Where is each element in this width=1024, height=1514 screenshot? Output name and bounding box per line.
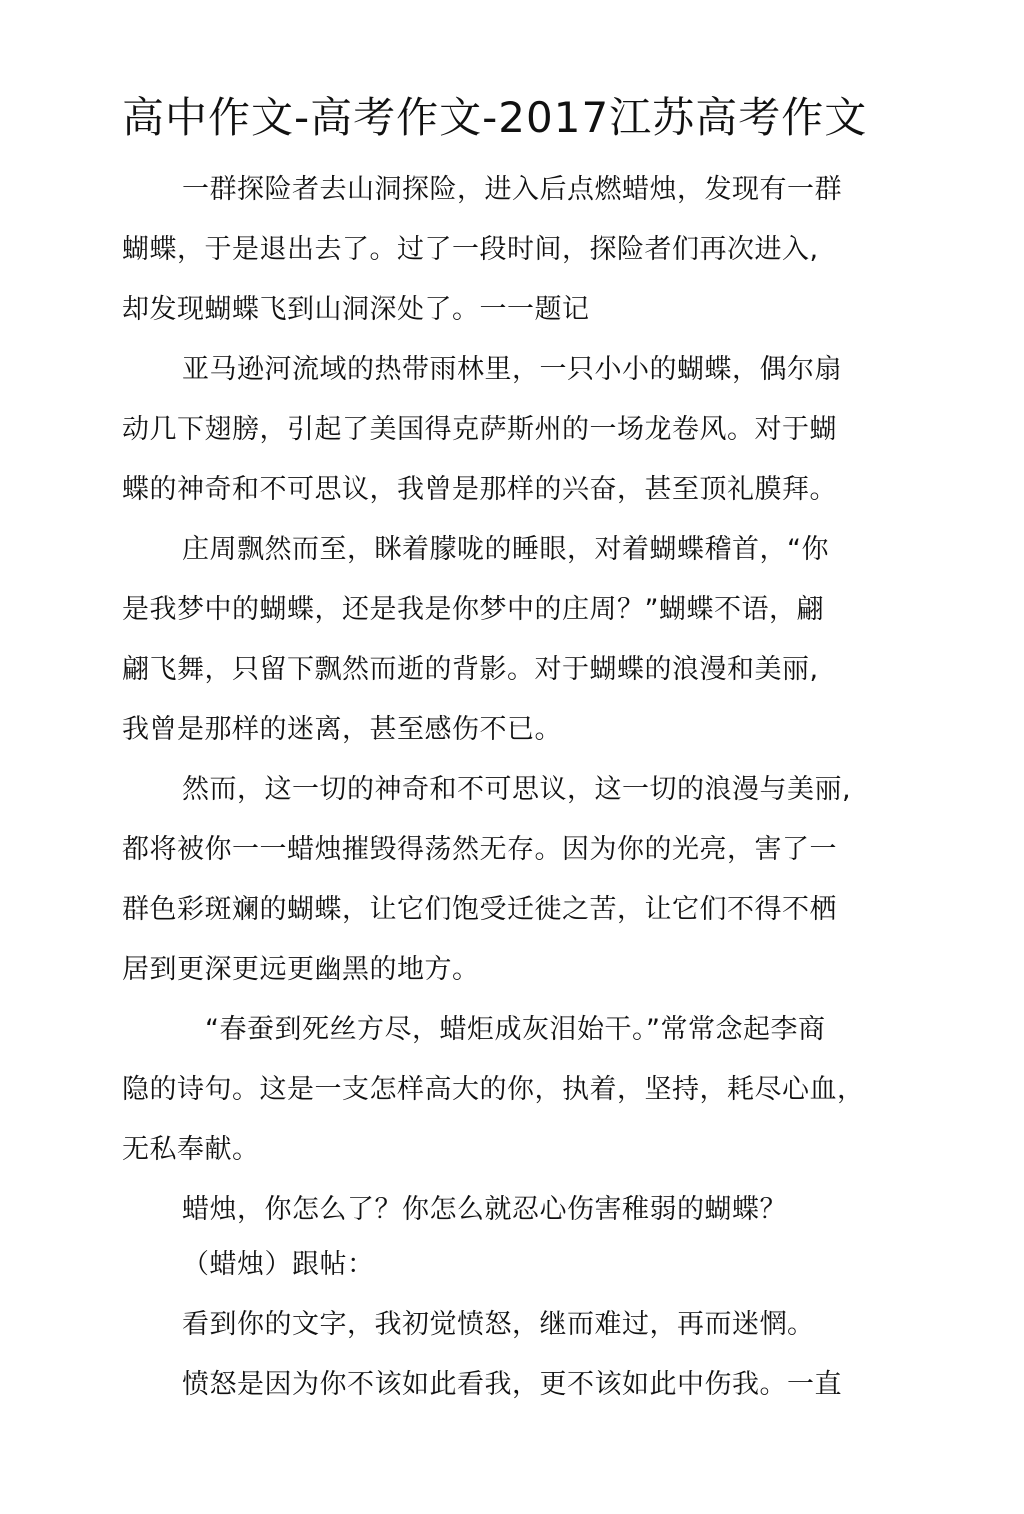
paragraph-line: 却发现蝴蝶飞到山洞深处了。一一题记 bbox=[122, 294, 590, 325]
paragraph-line: 群色彩斑斓的蝴蝶，让它们饱受迁徙之苦，让它们不得不栖 bbox=[122, 894, 837, 925]
paragraph-line: （蜡烛）跟帖： bbox=[182, 1249, 375, 1280]
paragraph-line: 居到更深更远更幽黑的地方。 bbox=[122, 954, 480, 985]
paragraph-line: 都将被你一一蜡烛摧毁得荡然无存。因为你的光亮，害了一 bbox=[122, 834, 837, 865]
paragraph-line: 无私奉献。 bbox=[122, 1134, 260, 1165]
paragraph-line: 然而，这一切的神奇和不可思议，这一切的浪漫与美丽, bbox=[182, 774, 852, 805]
paragraph-line: 动几下翅膀，引起了美国得克萨斯州的一场龙卷风。对于蝴 bbox=[122, 414, 837, 445]
paragraph-line: 一群探险者去山洞探险，进入后点燃蜡烛，发现有一群 bbox=[182, 174, 842, 205]
paragraph-line: 翩飞舞，只留下飘然而逝的背影。对于蝴蝶的浪漫和美丽, bbox=[122, 654, 819, 685]
paragraph-line: 隐的诗句。这是一支怎样高大的你，执着，坚持，耗尽心血， bbox=[122, 1074, 865, 1105]
paragraph-line: 看到你的文字，我初觉愤怒，继而难过，再而迷惘。 bbox=[182, 1309, 815, 1340]
paragraph-line: 蜡烛，你怎么了？你怎么就忍心伤害稚弱的蝴蝶？ bbox=[182, 1194, 787, 1225]
paragraph-line: 庄周飘然而至，眯着朦咙的睡眼，对着蝴蝶稽首，“你 bbox=[182, 534, 829, 565]
paragraph-line: 我曾是那样的迷离，甚至感伤不已。 bbox=[122, 714, 562, 745]
paragraph-line: “春蚕到死丝方尽，蜡炬成灰泪始干。”常常念起李商 bbox=[205, 1014, 826, 1045]
paragraph-line: 蝴蝶，于是退出去了。过了一段时间，探险者们再次进入, bbox=[122, 234, 819, 265]
paragraph-line: 愤怒是因为你不该如此看我，更不该如此中伤我。一直 bbox=[182, 1369, 842, 1400]
document-title: 高中作文-高考作文-2017江苏高考作文 bbox=[122, 93, 868, 142]
paragraph-line: 亚马逊河流域的热带雨林里，一只小小的蝴蝶，偶尔扇 bbox=[182, 354, 842, 385]
paragraph-line: 是我梦中的蝴蝶，还是我是你梦中的庄周？”蝴蝶不语，翩 bbox=[122, 594, 824, 625]
paragraph-line: 蝶的神奇和不可思议，我曾是那样的兴奋，甚至顶礼膜拜。 bbox=[122, 474, 837, 505]
